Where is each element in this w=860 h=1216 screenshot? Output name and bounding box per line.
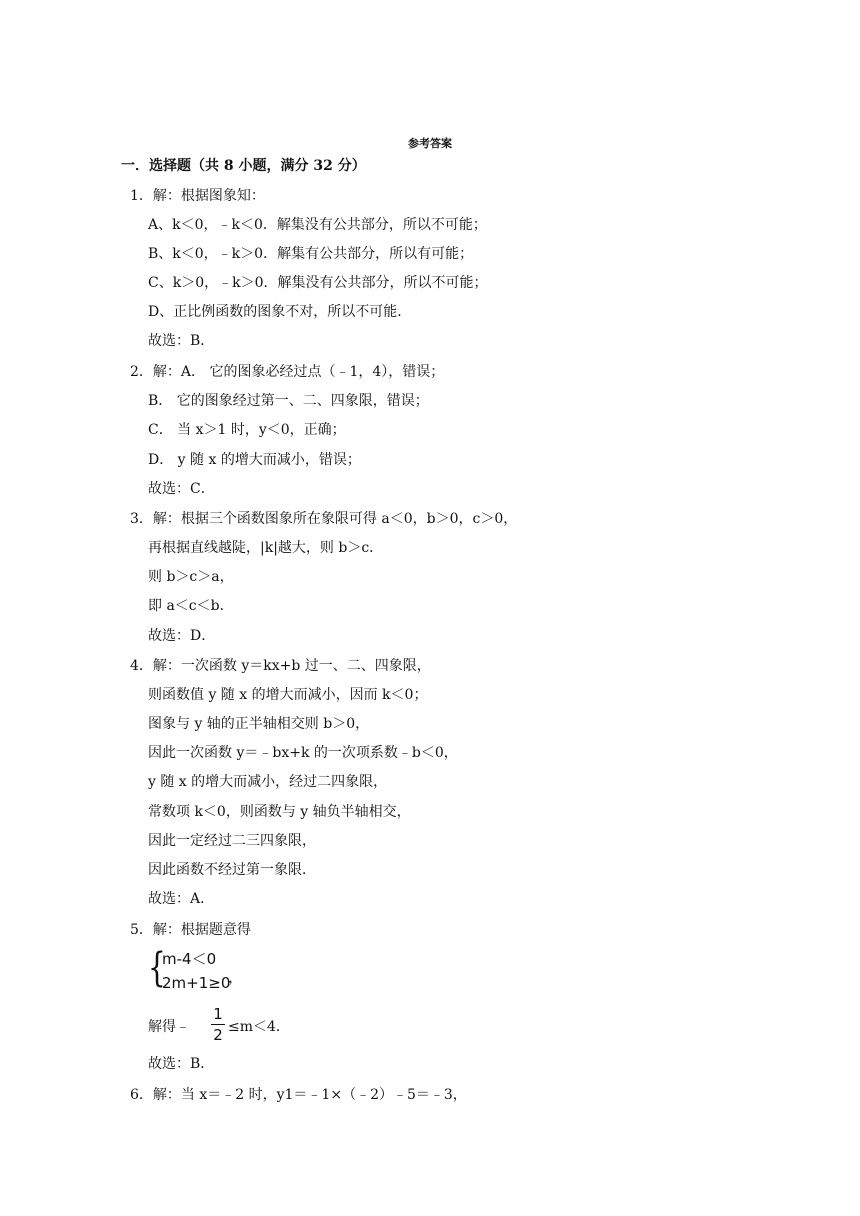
answer-choice: 故选：D． [148,628,216,644]
answer-line: 再根据直线越陡，|k|越大，则 b＞c． [148,540,384,556]
brace-symbol: { [148,945,166,991]
solution-line [148,1004,348,1048]
answer-line: D． y 随 x 的增大而减小，错误； [148,452,361,468]
answer-line: B、k＜0，﹣k＞0．解集有公共部分，所以有可能； [148,246,474,262]
answer-line: 图象与 y 轴的正半轴相交则 b＞0， [148,716,370,732]
system-comma: ， [228,968,244,986]
answer-line: 1．解：根据图象知： [130,188,265,204]
section-heading: 一．选择题（共 8 小题，满分 32 分） [121,158,366,174]
answer-line: C、k＞0，﹣k＞0．解集没有公共部分，所以不可能； [148,275,488,291]
solution-tail: ≤m＜4． [228,1019,290,1035]
answer-choice: 故选：C． [148,481,215,497]
answer-line: 4．解：一次函数 y＝kx+b 过一、二、四象限， [130,658,431,674]
answer-line: 6．解：当 x＝﹣2 时，y1＝﹣1×（﹣2）﹣5＝﹣3， [130,1087,467,1103]
answer-line: 因此一次函数 y＝﹣bx+k 的一次项系数﹣b＜0， [148,745,458,761]
answer-line: 3．解：根据三个函数图象所在象限可得 a＜0，b＞0，c＞0， [130,511,518,527]
answer-line: A、k＜0，﹣k＜0．解集没有公共部分，所以不可能； [148,217,487,233]
answer-choice: 故选：B． [148,1056,215,1072]
inequality-system [148,945,244,994]
answer-line: C． 当 x＞1 时，y＜0，正确； [148,422,346,438]
answer-line: 因此一定经过二三四象限， [148,833,316,849]
answer-line: B． 它的图象经过第一、二、四象限，错误； [148,393,429,409]
answer-line: y 随 x 的增大而减小，经过二四象限， [148,774,388,790]
inequality-row-2: 2m+1≥0 [162,974,231,992]
answer-line: 因此函数不经过第一象限． [148,862,316,878]
fraction-numerator: 1 [213,1005,223,1023]
inequality-row-1: m-4＜0 [162,950,217,968]
fraction [212,1004,224,1045]
answer-line: 5．解：根据题意得 [130,922,251,938]
page-title: 参考答案 [408,137,452,150]
fraction-denominator: 2 [213,1026,223,1044]
answer-line: 则 b＞c＞a， [148,569,234,585]
answer-choice: 故选：B． [148,333,215,349]
solution-lead: 解得﹣ [148,1019,190,1035]
answer-line: 2．解：A． 它的图象必经过点（﹣1，4），错误； [130,364,445,380]
answer-line: D、正比例函数的图象不对，所以不可能． [148,304,412,320]
answer-line: 即 a＜c＜b． [148,598,234,614]
answer-line: 则函数值 y 随 x 的增大而减小，因而 k＜0； [148,687,428,703]
answer-choice: 故选：A． [148,891,215,907]
answer-line: 常数项 k＜0，则函数与 y 轴负半轴相交， [148,804,411,820]
